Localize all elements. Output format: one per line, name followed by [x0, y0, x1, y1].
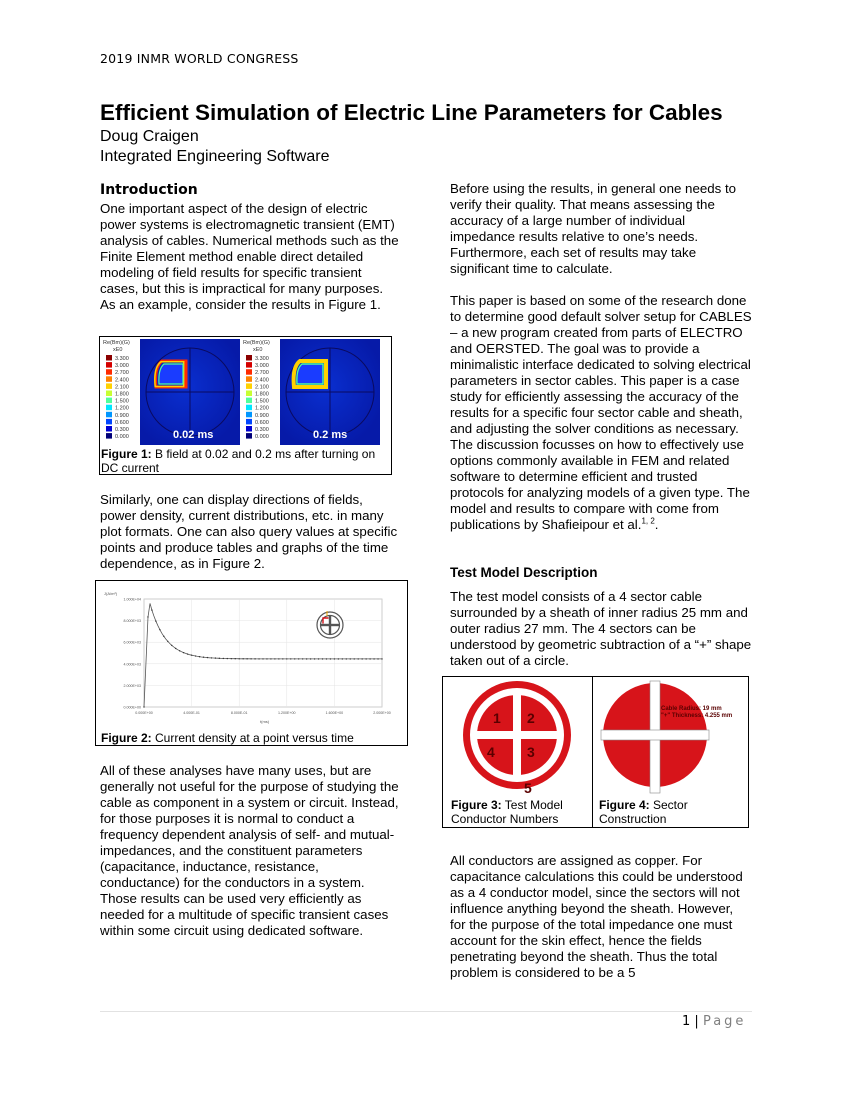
figure-4-caption [599, 798, 739, 826]
data-point [246, 658, 247, 659]
conductor-number-2: 2 [527, 710, 535, 726]
x-tick-label: 4.000E-01 [183, 711, 200, 715]
legend-swatch [106, 376, 112, 382]
data-point [254, 658, 255, 659]
data-point [266, 658, 267, 659]
legend-swatch [246, 369, 252, 375]
figure-4-image [593, 677, 749, 795]
footer-rule [100, 1011, 752, 1012]
data-point [183, 652, 184, 653]
data-point [326, 658, 327, 659]
data-point [143, 706, 144, 707]
legend-value: 0.900 [115, 412, 129, 419]
data-point [381, 658, 382, 659]
data-point [223, 658, 224, 659]
data-point [278, 658, 279, 659]
figure-1 [99, 336, 392, 475]
conductor-number-4: 4 [487, 744, 495, 760]
intro-paragraph-2: Similarly, one can display directions of fields, power density, current distributions, etc. in many plot formats. One can also query values at specific points and produce tables and graphs of the time dependence, as in Figure 2. [100, 492, 398, 571]
y-tick-label: 2.000E+03 [123, 683, 141, 688]
data-point [369, 658, 370, 659]
data-point [207, 657, 208, 658]
data-point [377, 658, 378, 659]
legend-value: 2.700 [255, 370, 269, 377]
right-paragraph-2: This paper is based on some of the research done to determine good default solver setup for CABLES – a new program created from parts of ELECTRO and OERSTED. The goal was to provide a minimalistic interface dedicated to solving electrical parameters in sector cables. This paper is a case study for efficiently assessing the accuracy of the results for a specific four sector cable and sheath, and adjusting the solver conditions as necessary. The discussion focusses on how to effectively use options commonly available in FEM and related software to determine efficient and trusted protocols for analyzing models of a given type. The model and results to compare with come from publications by Shafieipour et al.$^{1, 2}$. [450, 293, 752, 532]
data-point [159, 629, 160, 630]
right-paragraph-1: Before using the results, in general one needs to verify their quality. That means assessing the accuracy of a large number of individual impedance results relative to one’s needs. Furthermore, each set of results may take significant time to calculate. [450, 181, 737, 276]
data-point [250, 658, 251, 659]
legend-swatch [106, 426, 112, 432]
legend-swatch [246, 383, 252, 389]
legend-swatch [106, 362, 112, 368]
author-affiliation: Integrated Engineering Software [100, 147, 330, 165]
figures-3-4-table [442, 676, 749, 828]
author-block [100, 127, 329, 166]
legend-value: 2.400 [115, 377, 129, 384]
running-header: 2019 INMR WORLD CONGRESS [100, 51, 299, 66]
citation-superscript: 1, 2 [641, 516, 655, 526]
legend-value: 1.200 [115, 405, 129, 412]
data-point [155, 620, 156, 621]
author-name: Doug Craigen [100, 128, 199, 145]
data-point [163, 636, 164, 637]
chart-y-axis-label: J(A/m²) [104, 591, 118, 596]
legend-value: 0.900 [255, 412, 269, 419]
legend-swatch [106, 412, 112, 418]
legend-value: 0.000 [255, 434, 269, 441]
legend-value: 1.500 [115, 398, 129, 405]
legend-unit: xE0 [253, 347, 263, 353]
figure-1-caption [101, 447, 386, 475]
data-point [334, 658, 335, 659]
figure-3-caption-text: Test Model Conductor Numbers [451, 798, 563, 826]
legend-value: 0.600 [115, 419, 129, 426]
figure-2-chart [96, 581, 407, 727]
x-tick-label: 1.200E+00 [278, 711, 296, 715]
data-point [294, 658, 295, 659]
data-point [215, 657, 216, 658]
data-point [219, 658, 220, 659]
data-point [171, 645, 172, 646]
legend-value: 2.100 [255, 384, 269, 391]
figure-1-image [100, 337, 391, 447]
x-tick-label: 2.000E+00 [373, 711, 391, 715]
data-point [242, 658, 243, 659]
section-heading-introduction: Introduction [100, 182, 198, 198]
legend-swatch [106, 398, 112, 404]
legend-swatch [106, 433, 112, 439]
data-point [365, 658, 366, 659]
figure-3-caption-label: Figure 3: [451, 798, 502, 812]
legend-swatch [246, 426, 252, 432]
figure-3-caption [451, 798, 589, 826]
x-tick-label: 8.000E-01 [230, 711, 248, 715]
data-point [235, 658, 236, 659]
data-point [346, 658, 347, 659]
figure-4-caption-text: Sector Construction [599, 798, 688, 826]
figure-1-caption-label: Figure 1: [101, 447, 152, 461]
data-point [314, 658, 315, 659]
y-tick-label: 4.000E+03 [123, 662, 141, 667]
y-tick-label: 1.000E+04 [123, 597, 141, 602]
legend-value: 1.200 [255, 405, 269, 412]
figure-2 [95, 580, 408, 746]
data-point [258, 658, 259, 659]
page-number [682, 1014, 746, 1029]
legend-value: 0.300 [115, 427, 129, 433]
data-point [195, 655, 196, 656]
data-point [175, 648, 176, 649]
legend-swatch [246, 376, 252, 382]
legend-swatch [106, 369, 112, 375]
data-point [199, 656, 200, 657]
x-tick-label: 1.600E+00 [325, 711, 344, 715]
data-point [262, 658, 263, 659]
data-point [306, 658, 307, 659]
y-tick-label: 6.000E+03 [123, 640, 141, 645]
legend-title: Re(Bm)(G) [243, 340, 270, 346]
legend-value: 3.300 [115, 356, 129, 362]
legend-swatch [246, 433, 252, 439]
data-point [187, 653, 188, 654]
legend-value: 0.300 [255, 427, 269, 433]
field-plot-time-label-2: 0.2 ms [313, 429, 348, 441]
y-tick-label: 8.000E+03 [123, 619, 141, 624]
x-tick-label: 0.000E+00 [135, 711, 153, 715]
legend-value: 1.800 [255, 391, 269, 398]
data-point [179, 650, 180, 651]
legend-value: 2.700 [115, 370, 129, 377]
legend-swatch [246, 362, 252, 368]
page-label: Page [702, 1014, 747, 1029]
data-point [354, 658, 355, 659]
data-point [310, 658, 311, 659]
right-paragraph-4: All conductors are assigned as copper. For capacitance calculations this could be understood as a 4 conductor model, since the sectors will not influence anything beyond the sheath. However, for the purpose of the total impedance one must account for the skin effect, hence the fields penetrating beyond the sheath. Thus the total problem is considered to be a 5 [450, 853, 743, 980]
legend-unit: xE0 [113, 347, 123, 353]
data-point [231, 658, 232, 659]
data-point [373, 658, 374, 659]
legend-swatch [106, 355, 112, 361]
legend-swatch [246, 412, 252, 418]
page-number-separator: | [690, 1014, 703, 1029]
legend-swatch [246, 419, 252, 425]
data-point [286, 658, 287, 659]
figure-3-image [443, 677, 591, 795]
legend-swatch [246, 398, 252, 404]
cable-inset-icon [317, 611, 343, 638]
conductor-number-3: 3 [527, 744, 535, 760]
figure-4-caption-label: Figure 4: [599, 798, 650, 812]
data-point [151, 609, 152, 610]
data-point [350, 658, 351, 659]
data-point [191, 654, 192, 655]
legend-swatch [106, 419, 112, 425]
data-point [147, 616, 148, 617]
legend-value: 3.000 [115, 363, 129, 370]
page-number-value: 1 [682, 1014, 691, 1029]
conductor-number-5: 5 [524, 780, 532, 795]
legend-swatch [106, 405, 112, 411]
field-plot-time-label-1: 0.02 ms [173, 429, 214, 441]
legend-swatch [246, 355, 252, 361]
legend-swatch [246, 391, 252, 397]
data-point [302, 658, 303, 659]
right-paragraph-3: The test model consists of a 4 sector cable surrounded by a sheath of inner radius 25 mm and outer radius 27 mm. The 4 sectors can be understood by geometric subtraction of a “+” shape taken out of a circle. [450, 589, 752, 668]
legend-value: 0.600 [255, 419, 269, 426]
data-point [274, 658, 275, 659]
figure-2-caption-label: Figure 2: [101, 731, 152, 745]
right-paragraph-2-text: This paper is based on some of the research done to determine good default solver setup for CABLES – a new program created from parts of ELECTRO and OERSTED. The goal was to provide a minimalistic interface dedicated to solving electrical parameters in sector cables. This paper is a case study for efficiently assessing the accuracy of the results for a specific four sector cable and sheath, and adjusting the solver conditions as necessary. The discussion focusses on how to effectively use options commonly available in FEM and related software to determine efficient and trusted protocols for analyzing models of a given type. The model and results to compare with come from publications by Shafieipour et al. [450, 293, 752, 532]
legend-value: 2.400 [255, 377, 269, 384]
data-point [330, 658, 331, 659]
intro-paragraph-1: One important aspect of the design of electric power systems is electromagnetic transient (EMT) analysis of cables. Numerical methods such as the Finite Element method enable direct detailed modeling of field results for specific transient cases, but this is impractical for many purposes. As an example, consider the results in Figure 1. [100, 201, 399, 312]
legend-value: 1.800 [115, 391, 129, 398]
legend-value: 0.000 [115, 434, 129, 441]
figure-2-caption [101, 731, 401, 745]
legend-swatch [246, 405, 252, 411]
data-point [338, 658, 339, 659]
legend-title: Re(Bm)(G) [103, 340, 130, 346]
figure-1-caption-text: B field at 0.02 and 0.2 ms after turning on DC current [101, 447, 376, 475]
plus-thickness-note: "+" Thickness: 4.255 mm [661, 713, 733, 719]
intro-paragraph-3: All of these analyses have many uses, but are generally not useful for the purpose of studying the cable as component in a system or circuit. Instead, for those purposes it is normal to conduct a frequency dependent analysis of self- and mutual-impedances, and the constituent parameters (capacitance, inductance, resistance, conductance) for the conductors in a system. Those results can be used very efficiently as needed for a multitude of specific transient cases within some circuit using dedicated software. [100, 763, 399, 938]
legend-value: 1.500 [255, 398, 269, 405]
conductor-number-1: 1 [493, 710, 501, 726]
data-point [322, 658, 323, 659]
data-point [361, 658, 362, 659]
data-point [318, 658, 319, 659]
data-point [298, 658, 299, 659]
data-point [203, 656, 204, 657]
data-point [227, 658, 228, 659]
paper-title: Efficient Simulation of Electric Line Parameters for Cables [100, 100, 723, 125]
data-point [282, 658, 283, 659]
data-point [270, 658, 271, 659]
data-point [290, 658, 291, 659]
legend-value: 3.000 [255, 363, 269, 370]
y-tick-label: 0.000E+00 [123, 705, 141, 710]
legend-value: 2.100 [115, 384, 129, 391]
legend-swatch [106, 391, 112, 397]
data-point [167, 641, 168, 642]
data-point [342, 658, 343, 659]
legend-value: 3.300 [255, 356, 269, 362]
data-point [211, 657, 212, 658]
cable-radius-note: Cable Radius: 19 mm [661, 706, 722, 712]
data-point [358, 658, 359, 659]
legend-swatch [106, 383, 112, 389]
figure-2-caption-text: Current density at a point versus time [151, 731, 354, 745]
section-heading-test-model: Test Model Description [450, 565, 598, 580]
chart-x-axis-label: t(ms) [260, 719, 270, 724]
data-point [239, 658, 240, 659]
